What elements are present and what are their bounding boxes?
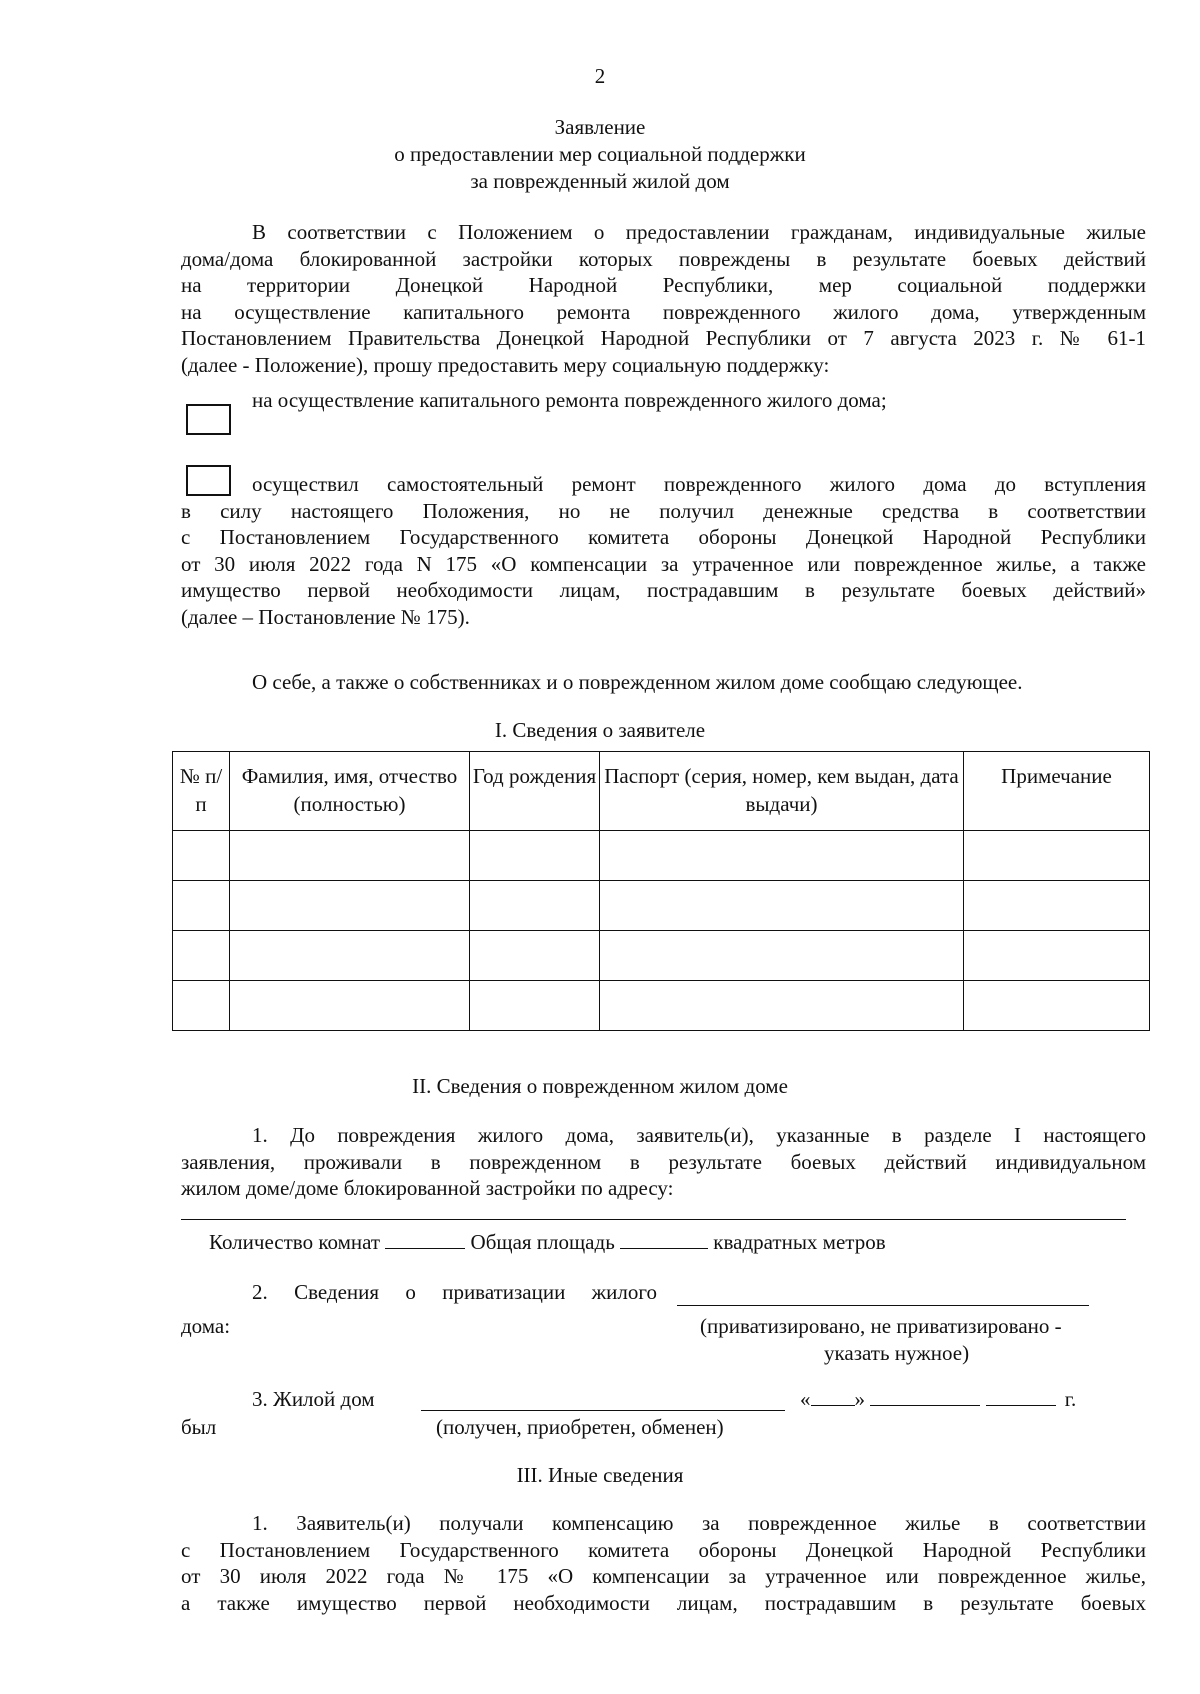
table-cell[interactable] — [600, 931, 964, 981]
intro-line: В соответствии с Положением о предоставлении гражданам, индивидуальные жилые — [252, 220, 1146, 244]
title-line-3: за поврежденный жилой дом — [470, 169, 730, 193]
intro-line: Постановлением Правительства Донецкой Народной Республики от 7 августа 2023 г. № 61-1 — [181, 326, 1146, 350]
option2-line: (далее – Постановление № 175). — [181, 604, 470, 629]
privatization-hint-1: (приватизировано, не приватизировано - — [700, 1314, 1062, 1338]
rooms-label: Количество комнат — [209, 1230, 381, 1254]
table-cell[interactable] — [600, 831, 964, 881]
title-line-1: Заявление — [554, 115, 646, 139]
intro-line: на осуществление капитального ремонта поврежденного жилого дома, утвержденным — [181, 299, 1146, 324]
table-cell[interactable] — [470, 931, 600, 981]
option2-line: с Постановлением Государственного комитета обороны Донецкой Народной Республики — [181, 525, 1146, 549]
table-row — [173, 981, 1150, 1031]
section3-heading: III. Иные сведения — [516, 1463, 684, 1487]
table-cell[interactable] — [470, 831, 600, 881]
page-number: 2 — [594, 64, 606, 88]
year-suffix: г. — [1064, 1387, 1077, 1411]
privatization-field[interactable] — [677, 1305, 1089, 1306]
house-obtained-field[interactable] — [421, 1410, 785, 1411]
table-row — [173, 931, 1150, 981]
about-line: О себе, а также о собственниках и о поврежденном жилом доме сообщаю следующее. — [252, 670, 1023, 694]
applicant-table — [172, 751, 1150, 1031]
month-field[interactable] — [870, 1405, 980, 1406]
section2-heading: II. Сведения о поврежденном жилом доме — [412, 1074, 788, 1098]
option1-label: на осуществление капитального ремонта поврежденного жилого дома; — [252, 388, 887, 412]
privatization-hint-2: указать нужное) — [824, 1341, 970, 1365]
date-line — [800, 1387, 1076, 1412]
table-cell[interactable] — [964, 831, 1150, 881]
table-cell[interactable] — [600, 881, 964, 931]
area-unit: квадратных метров — [713, 1230, 886, 1254]
rooms-area-line — [209, 1230, 886, 1255]
table-cell[interactable] — [230, 881, 470, 931]
quote-open: « — [800, 1387, 811, 1411]
table-cell[interactable] — [230, 831, 470, 881]
intro-paragraph — [181, 219, 1146, 378]
section3-item1-line: с Постановлением Государственного комитета обороны Донецкой Народной Республики — [181, 1537, 1146, 1562]
table-cell[interactable] — [173, 881, 230, 931]
intro-line: дома/дома блокированной застройки которых повреждены в результате боевых действий — [181, 246, 1146, 271]
table-row — [173, 831, 1150, 881]
privatization-label: 2. Сведения о приватизации жилого — [252, 1280, 657, 1304]
quote-close: » — [854, 1387, 865, 1411]
column-header: Примечание — [964, 752, 1150, 831]
column-header: № п/п — [173, 752, 230, 831]
table-cell[interactable] — [230, 981, 470, 1031]
area-field[interactable] — [620, 1248, 708, 1249]
option2-line: имущество первой необходимости лицам, пострадавшим в результате боевых действий» — [181, 578, 1146, 602]
house-label: 3. Жилой дом — [252, 1387, 375, 1411]
section1-heading: I. Сведения о заявителе — [494, 718, 706, 742]
rooms-field[interactable] — [385, 1248, 465, 1249]
day-field[interactable] — [811, 1405, 855, 1406]
option2-line: в силу настоящего Положения, но не получил денежные средства в соответствии — [181, 498, 1146, 523]
house-hint: (получен, приобретен, обменен) — [436, 1415, 724, 1439]
table-header-row — [173, 752, 1150, 831]
column-header: Год рождения — [470, 752, 600, 831]
title-line-2: о предоставлении мер социальной поддержки — [394, 142, 806, 166]
table-cell[interactable] — [470, 981, 600, 1031]
section2-item1 — [181, 1122, 1146, 1202]
table-cell[interactable] — [230, 931, 470, 981]
section3-item1-line: от 30 июля 2022 года № 175 «О компенсации за утраченное или поврежденное жилье, — [181, 1564, 1146, 1588]
section2-item1-line: жилом доме/доме блокированной застройки по адресу: — [181, 1176, 674, 1200]
table-cell[interactable] — [470, 881, 600, 931]
option1-checkbox[interactable] — [186, 404, 231, 435]
table-cell[interactable] — [173, 981, 230, 1031]
column-header: Паспорт (серия, номер, кем выдан, дата выдачи) — [600, 752, 964, 831]
option2-line: от 30 июля 2022 года N 175 «О компенсации за утраченное или поврежденное жилье, а также — [181, 551, 1146, 576]
section3-item1 — [181, 1510, 1146, 1616]
intro-line: (далее - Положение), прошу предоставить меру социальную поддержку: — [181, 352, 830, 377]
table-cell[interactable] — [173, 831, 230, 881]
option2-paragraph — [181, 471, 1146, 630]
privatization-label-cont: дома: — [181, 1314, 231, 1338]
table-row — [173, 881, 1150, 931]
year-field[interactable] — [986, 1405, 1056, 1406]
option2-line: осуществил самостоятельный ремонт поврежденного жилого дома до вступления — [252, 472, 1146, 496]
table-cell[interactable] — [964, 931, 1150, 981]
table-cell[interactable] — [964, 881, 1150, 931]
table-cell[interactable] — [600, 981, 964, 1031]
table-cell[interactable] — [964, 981, 1150, 1031]
column-header: Фамилия, имя, отчество (полностью) — [230, 752, 470, 831]
section3-item1-line: 1. Заявитель(и) получали компенсацию за поврежденное жилье в соответствии — [252, 1511, 1146, 1535]
house-label-cont: был — [181, 1415, 217, 1439]
area-label: Общая площадь — [470, 1230, 615, 1254]
section2-item1-line: 1. До повреждения жилого дома, заявитель(и), указанные в разделе I настоящего — [252, 1123, 1146, 1147]
address-field[interactable] — [181, 1219, 1126, 1220]
intro-line: на территории Донецкой Народной Республики, мер социальной поддержки — [181, 273, 1146, 297]
section2-item1-line: заявления, проживали в поврежденном в результате боевых действий индивидуальном — [181, 1149, 1146, 1174]
table-cell[interactable] — [173, 931, 230, 981]
section3-item1-line: а также имущество первой необходимости лицам, пострадавшим в результате боевых — [181, 1590, 1146, 1615]
